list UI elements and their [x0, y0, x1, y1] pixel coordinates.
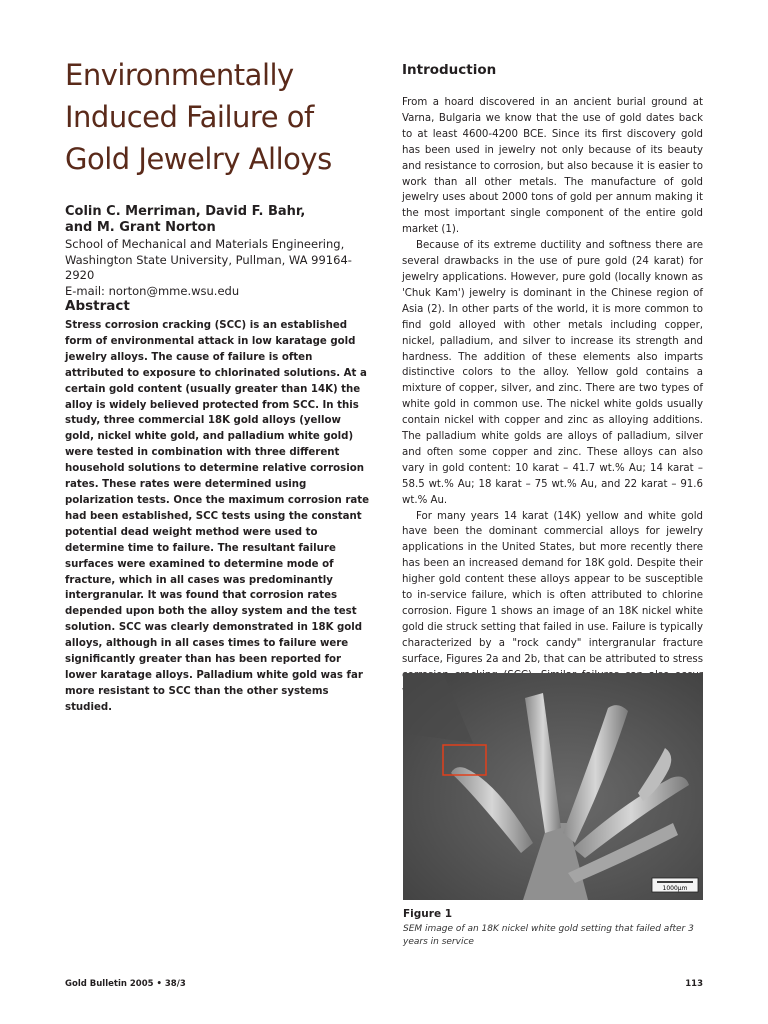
intro-paragraph-2: Because of its extreme ductility and softness there are several drawbacks in the use of pure gold (24 karat) for jewelry applications. However, pure gold (locally known as 'Chuk Kam') jewelry is dominant in the Chinese region of Asia (2). In other parts of the world, it is more common to find gold alloyed with other metals including copper, nickel, palladium, and silver to increase its strength and hardness. The addition of these elements also imparts distinctive colors to the alloy. Yellow gold contains a mixture of copper, silver, and zinc. There are two types of white gold in common use. The nickel white golds usually contain nickel with copper and zinc as alloying additions. The palladium white golds are alloys of palladium, silver and often some copper and zinc. These alloys can also vary in gold content: 10 karat – 41.7 wt.% Au; 14 karat – 58.5 wt.% Au; 18 karat – 75 wt.% Au, and 22 karat – 91.6 wt.% Au.	[402, 240, 703, 506]
figure-label: Figure 1	[403, 908, 453, 920]
affiliation-department: School of Mechanical and Materials Engineering,	[65, 237, 345, 251]
sem-figure-image	[403, 673, 703, 900]
sem-scale-bar-label: 1000µm	[662, 885, 688, 892]
author-line-1: Colin C. Merriman, David F. Bahr,	[65, 204, 306, 219]
abstract-text: Stress corrosion cracking (SCC) is an established form of environmental attack in low karatage gold jewelry alloys. The cause of failure is often attributed to exposure to chlorinated solutions. At a certain gold content (usually greater than 14K) the alloy is widely believed protected from SCC. In this study, three commercial 18K gold alloys (yellow gold, nickel white gold, and palladium white gold) were tested in combination with three different household solutions to determine relative corrosion rates. These rates were determined using polarization tests. Once the maximum corrosion rate had been established, SCC tests using the constant potential dead weight method were used to determine time to failure. The resultant failure surfaces were examined to determine mode of fracture, which in all cases was predominantly intergranular. It was found that corrosion rates depended upon both the alloy system and the test solution. SCC was clearly demonstrated in 18K gold alloys, although in all cases times to failure were significantly greater than has been reported for lower karatage alloys. Palladium white gold was far more resistant to SCC than the other systems studied.	[65, 320, 370, 713]
sem-figure-drawing	[403, 673, 703, 900]
author-list	[65, 204, 370, 236]
affiliation-email: E-mail: norton@mme.wsu.edu	[65, 283, 240, 298]
abstract-heading: Abstract	[65, 298, 130, 314]
page-number: 113	[685, 979, 703, 989]
article-title: Environmentally Induced Failure of Gold Jewelry Alloys	[65, 58, 332, 176]
introduction-body	[402, 95, 703, 699]
intro-paragraph-1: From a hoard discovered in an ancient burial ground at Varna, Bulgaria we know that the use of gold dates back to at least 4600-4200 BCE. Since its first discovery gold has been used in jewelry not only because of its beauty and resistance to corrosion, but also because it is easier to work than all other metals. The manufacture of gold jewelry uses about 2000 tons of gold per annum making it the most important single component of the entire gold market (1).	[402, 97, 703, 236]
introduction-heading: Introduction	[402, 62, 497, 78]
figure-caption: SEM image of an 18K nickel white gold setting that failed after 3 years in service	[403, 924, 694, 947]
intro-paragraph-3: For many years 14 karat (14K) yellow and white gold have been the dominant commercial alloys for jewelry applications in the United States, but more recently there has been an increased demand for 18K gold. Despite their higher gold content these alloys appear to be susceptible to in-service failure, which is often attributed to chlorine corrosion. Figure 1 shows an image of an 18K nickel white gold die struck setting that failed in use. Failure is typically characterized by a "rock candy" intergranular fracture surface, Figures 2a and 2b, that can be attributed to stress	[402, 510, 703, 665]
affiliation-university: Washington State University, Pullman, WA 99164-2920	[65, 252, 352, 282]
author-affiliation	[65, 237, 370, 299]
journal-footer: Gold Bulletin 2005 • 38/3	[65, 979, 186, 989]
author-line-2: and M. Grant Norton	[65, 220, 216, 235]
